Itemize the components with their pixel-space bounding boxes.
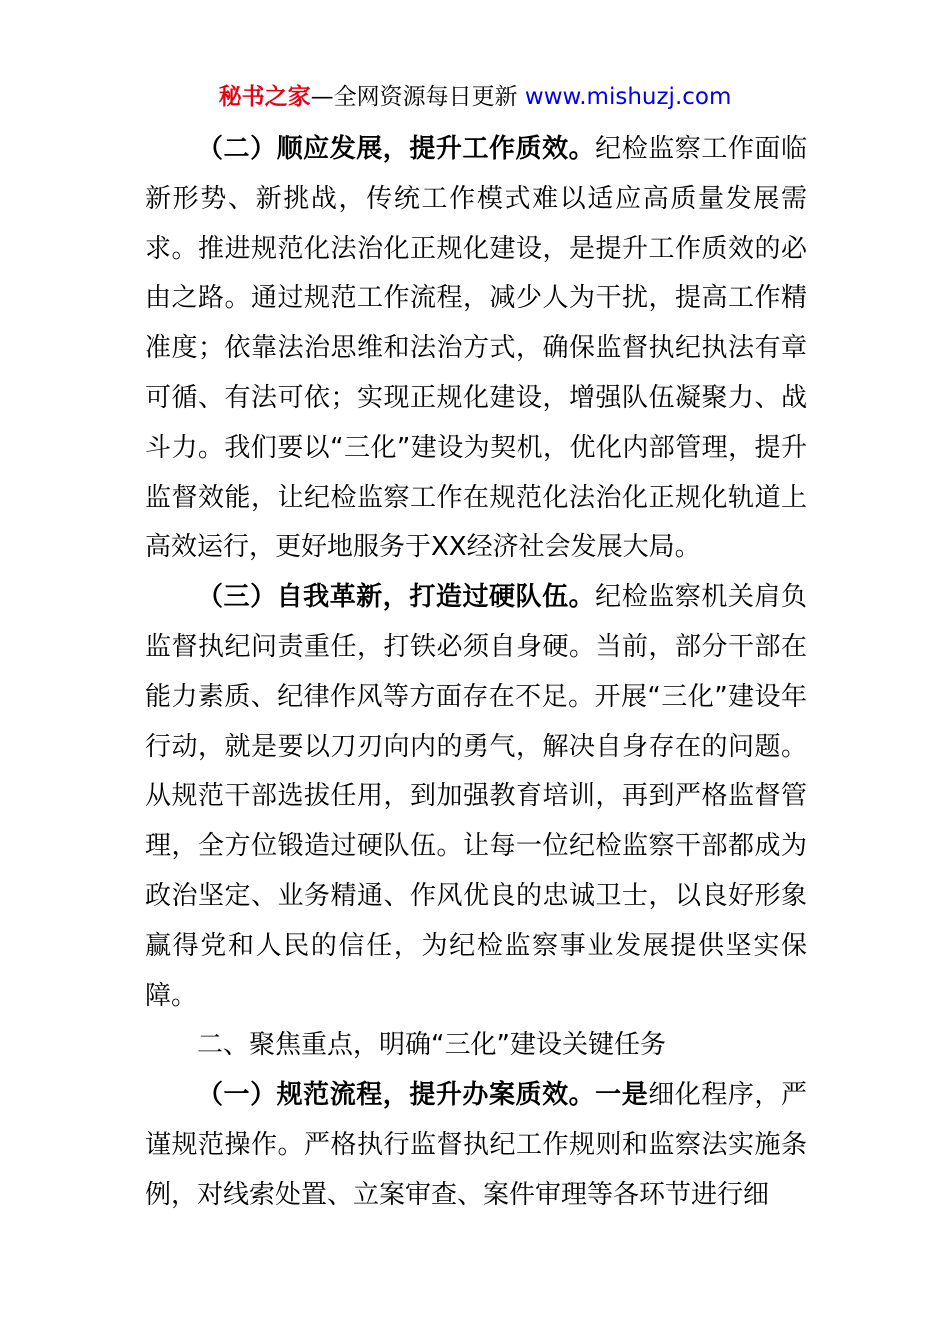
paragraph-3-1 xyxy=(145,1071,807,1220)
site-url-link[interactable]: www.mishuzj.com xyxy=(524,84,732,110)
paragraph-lead: （二）顺应发展，提升工作质效。 xyxy=(197,134,596,164)
paragraph-lead: （一）规范流程，提升办案质效。 xyxy=(197,1080,596,1111)
section-heading: 二、聚焦重点，明确“三化”建设关键任务 xyxy=(197,1030,666,1061)
document-body xyxy=(145,125,807,1221)
header-tagline: —全网资源每日更新 xyxy=(310,84,525,110)
paragraph-lead-ordinal: 一是 xyxy=(595,1080,649,1111)
brand-name: 秘书之家 xyxy=(218,84,311,110)
paragraph-2-2 xyxy=(145,125,807,573)
paragraph-2-3 xyxy=(145,573,807,1021)
paragraph-text: 细化程序，严谨规范操作。严格执行监督执纪工作规则和监察法实施条例，对线索处置、立案审查、案件审理等各环节进行细 xyxy=(145,1080,807,1210)
paragraph-text: 纪检监察工作面临新形势、新挑战，传统工作模式难以适应高质量发展需求。推进规范化法治化正规化建设，是提升工作质效的必由之路。通过规范工作流程，减少人为干扰，提高工作精准度；依靠法治思维和法治方式，确保监督执纪执法有章可循、有法可依；实现正规化建设，增强队伍凝聚力、战斗力。我们要以“三化”建设为契机，优化内部管理，提升监督效能，让纪检监察工作在规范化法治化正规化轨道上高效运行，更好地服务于XX经济社会发展大局。 xyxy=(145,134,807,563)
site-header xyxy=(0,80,950,114)
paragraph-lead: （三）自我革新，打造过硬队伍。 xyxy=(197,582,596,613)
paragraph-text: 纪检监察机关肩负监督执纪问责重任，打铁必须自身硬。当前，部分干部在能力素质、纪律作风等方面存在不足。开展“三化”建设年行动，就是要以刀刃向内的勇气，解决自身存在的问题。从规范干部选拔任用，到加强教育培训，再到严格监督管理，全方位锻造过硬队伍。让每一位纪检监察干部都成为政治坚定、业务精通、作风优良的忠诚卫士，以良好形象赢得党和人民的信任，为纪检监察事业发展提供坚实保障。 xyxy=(145,582,807,1011)
